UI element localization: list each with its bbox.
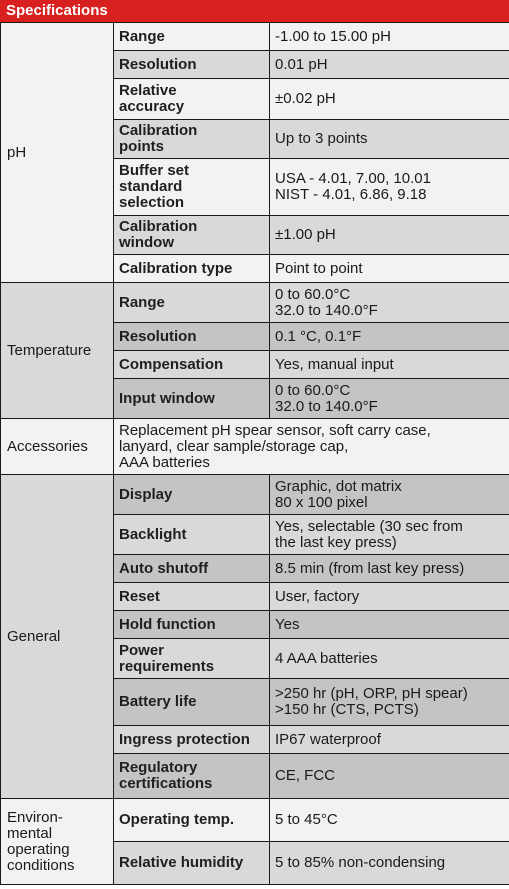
param-label: Range bbox=[114, 23, 270, 51]
param-label: Resolution bbox=[114, 51, 270, 79]
param-label: Display bbox=[114, 475, 270, 515]
param-value: 0 to 60.0°C 32.0 to 140.0°F bbox=[270, 379, 509, 419]
param-label: Auto shutoff bbox=[114, 555, 270, 583]
param-label: Resolution bbox=[114, 323, 270, 351]
param-label: Backlight bbox=[114, 515, 270, 555]
accessories-value: Replacement pH spear sensor, soft carry case, lanyard, clear sample/storage cap, AAA batteries bbox=[114, 419, 509, 475]
param-value: -1.00 to 15.00 pH bbox=[270, 23, 509, 51]
param-value: Up to 3 points bbox=[270, 120, 509, 159]
param-label: Compensation bbox=[114, 351, 270, 379]
param-value: >250 hr (pH, ORP, pH spear) >150 hr (CTS, PCTS) bbox=[270, 679, 509, 726]
table-row bbox=[1, 475, 509, 515]
param-label: Range bbox=[114, 283, 270, 323]
param-value: 8.5 min (from last key press) bbox=[270, 555, 509, 583]
param-label: Calibration window bbox=[114, 216, 270, 255]
param-value: Yes, manual input bbox=[270, 351, 509, 379]
param-label: Power requirements bbox=[114, 639, 270, 679]
param-value: 4 AAA batteries bbox=[270, 639, 509, 679]
param-label: Relative accuracy bbox=[114, 79, 270, 120]
table-row bbox=[1, 23, 509, 51]
specifications-table bbox=[0, 22, 509, 885]
param-value: Graphic, dot matrix 80 x 100 pixel bbox=[270, 475, 509, 515]
param-value: 5 to 45°C bbox=[270, 799, 509, 842]
param-label: Reset bbox=[114, 583, 270, 611]
section-header: Specifications bbox=[0, 0, 509, 22]
param-label: Calibration type bbox=[114, 255, 270, 283]
param-label: Ingress protection bbox=[114, 726, 270, 754]
group-label-ph: pH bbox=[1, 23, 114, 283]
param-value: ±0.02 pH bbox=[270, 79, 509, 120]
param-value: CE, FCC bbox=[270, 754, 509, 799]
param-value: 5 to 85% non-condensing bbox=[270, 842, 509, 885]
param-value: Yes bbox=[270, 611, 509, 639]
group-label-environmental: Environ- mental operating conditions bbox=[1, 799, 114, 885]
param-value: ±1.00 pH bbox=[270, 216, 509, 255]
param-label: Relative humidity bbox=[114, 842, 270, 885]
table-row bbox=[1, 799, 509, 842]
param-label: Calibration points bbox=[114, 120, 270, 159]
param-label: Regulatory certifications bbox=[114, 754, 270, 799]
param-value: 0 to 60.0°C 32.0 to 140.0°F bbox=[270, 283, 509, 323]
table-row bbox=[1, 419, 509, 475]
param-value: Point to point bbox=[270, 255, 509, 283]
param-value: 0.01 pH bbox=[270, 51, 509, 79]
group-label-accessories: Accessories bbox=[1, 419, 114, 475]
param-value: USA - 4.01, 7.00, 10.01 NIST - 4.01, 6.86, 9.18 bbox=[270, 159, 509, 216]
group-label-temperature: Temperature bbox=[1, 283, 114, 419]
group-label-general: General bbox=[1, 475, 114, 799]
table-row bbox=[1, 283, 509, 323]
param-label: Operating temp. bbox=[114, 799, 270, 842]
param-label: Battery life bbox=[114, 679, 270, 726]
param-label: Buffer set standard selection bbox=[114, 159, 270, 216]
param-label: Input window bbox=[114, 379, 270, 419]
param-label: Hold function bbox=[114, 611, 270, 639]
param-value: IP67 waterproof bbox=[270, 726, 509, 754]
param-value: Yes, selectable (30 sec from the last key press) bbox=[270, 515, 509, 555]
param-value: 0.1 °C, 0.1°F bbox=[270, 323, 509, 351]
param-value: User, factory bbox=[270, 583, 509, 611]
